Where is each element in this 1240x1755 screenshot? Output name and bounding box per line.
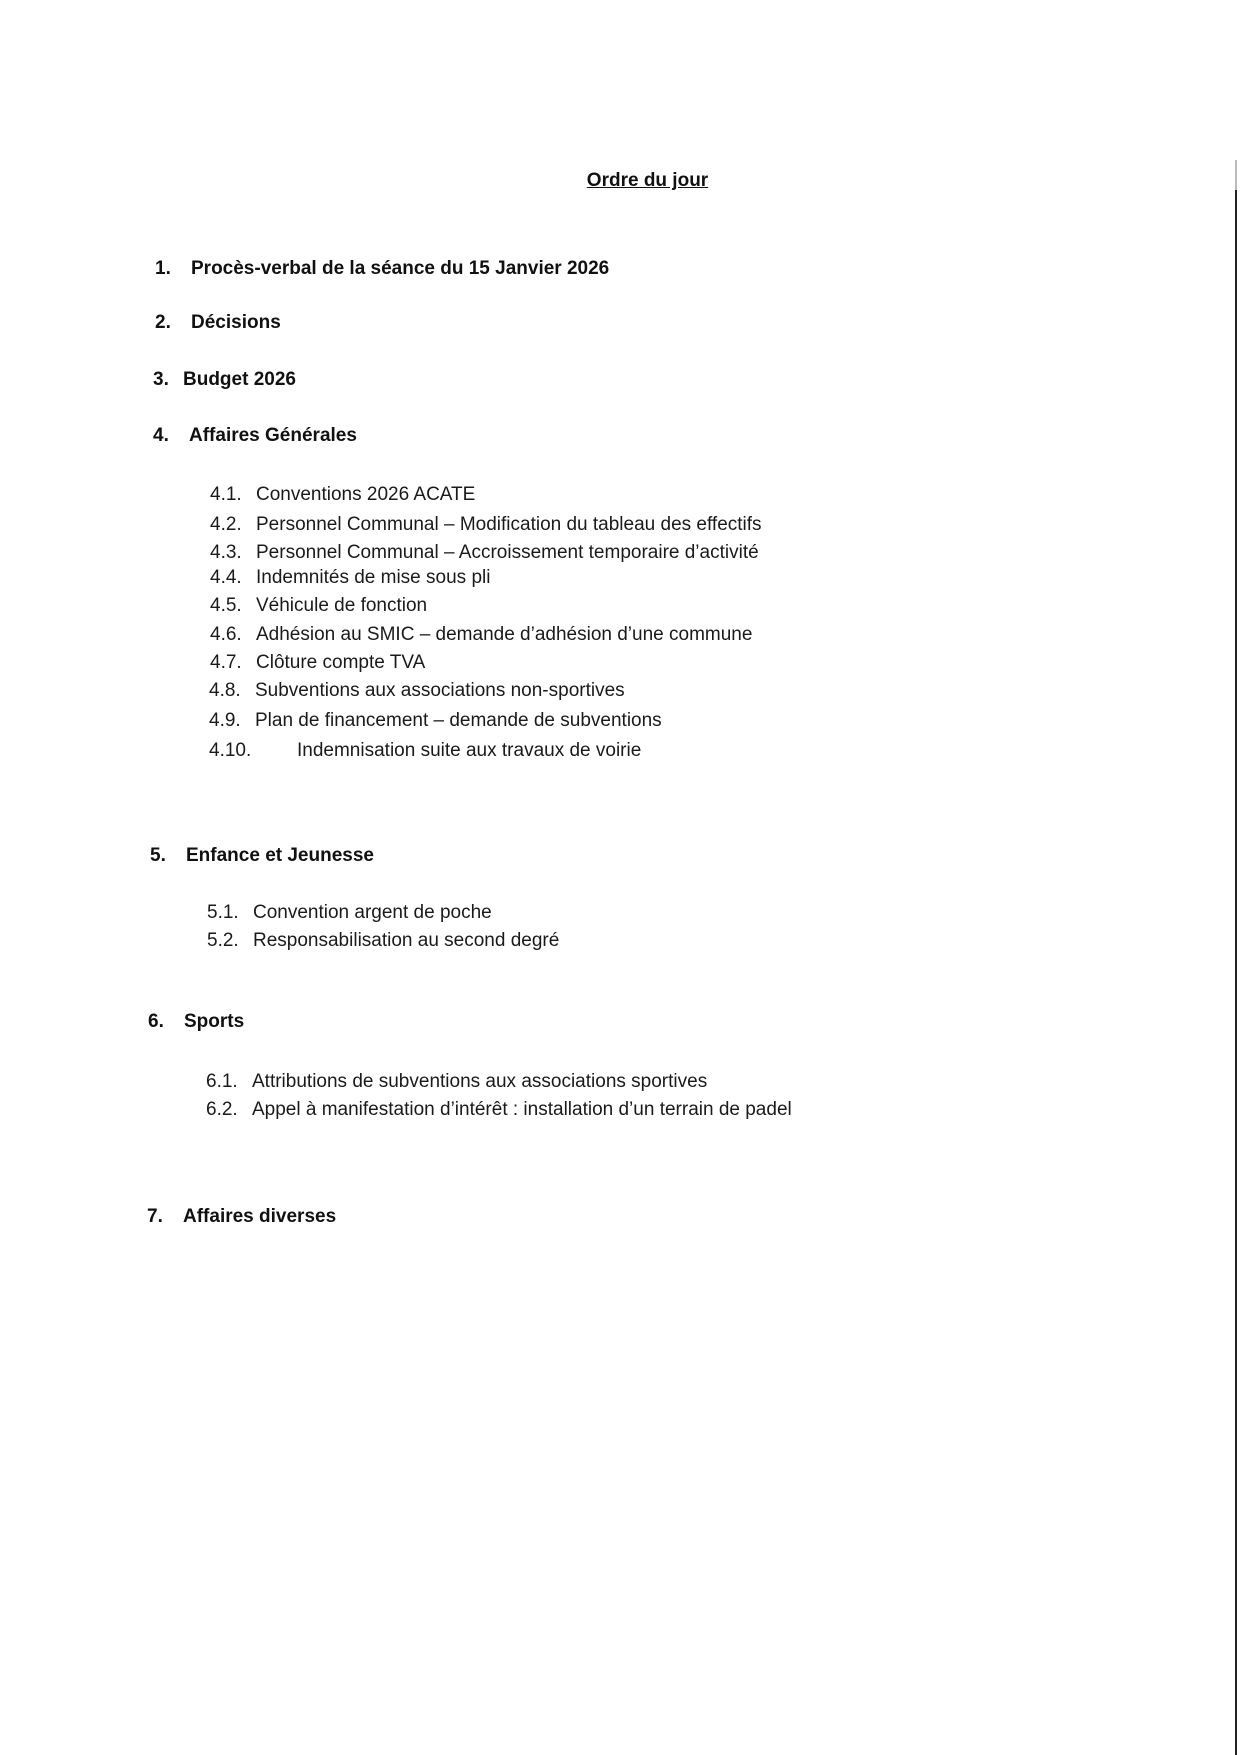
agenda-subitem-4-2 [210,514,762,536]
item-number: 1. [155,258,171,279]
subitem-label: Convention argent de poche [253,902,492,923]
subitem-number: 5.2. [207,930,239,951]
item-number: 7. [147,1206,163,1227]
agenda-subitem-4-1 [210,484,475,506]
agenda-subitem-6-2 [206,1099,792,1121]
item-label: Affaires Générales [189,425,357,446]
subitem-number: 6.2. [206,1099,238,1120]
subitem-label: Appel à manifestation d’intérêt : installation d’un terrain de padel [252,1099,792,1120]
subitem-number: 5.1. [207,902,239,923]
item-number: 5. [150,845,166,866]
item-label: Décisions [191,312,281,333]
agenda-subitem-4-8 [209,680,625,702]
subitem-label: Clôture compte TVA [256,652,426,673]
subitem-number: 4.7. [210,652,242,673]
agenda-subitem-5-2 [207,930,559,952]
item-label: Sports [184,1011,245,1032]
item-number: 4. [153,425,169,446]
item-label: Affaires diverses [183,1206,337,1227]
agenda-item-1 [155,258,609,280]
agenda-item-7 [147,1206,336,1228]
agenda-subitem-4-10 [209,740,641,762]
subitem-number: 4.4. [210,567,242,588]
subitem-label: Conventions 2026 ACATE [256,484,476,505]
subitem-number: 4.9. [209,710,241,731]
subitem-label: Responsabilisation au second degré [253,930,560,951]
subitem-number: 4.6. [210,624,242,645]
agenda-subitem-4-5 [210,595,427,617]
subitem-number: 4.3. [210,542,242,563]
agenda-subitem-4-4 [210,567,490,589]
item-label: Enfance et Jeunesse [186,845,374,866]
agenda-item-2 [155,312,281,334]
agenda-subitem-4-9 [209,710,662,732]
subitem-number: 6.1. [206,1071,238,1092]
agenda-subitem-4-7 [210,652,425,674]
subitem-label: Plan de financement – demande de subventions [255,710,662,731]
agenda-subitem-4-3 [210,542,759,564]
subitem-label: Adhésion au SMIC – demande d’adhésion d’une commune [256,624,753,645]
scan-edge-line [1235,160,1237,1755]
agenda-item-3 [153,369,296,391]
agenda-subitem-4-6 [210,624,752,646]
item-number: 6. [148,1011,164,1032]
subitem-label: Indemnités de mise sous pli [256,567,491,588]
agenda-item-4 [153,425,357,447]
page-title: Ordre du jour [586,170,709,191]
item-number: 2. [155,312,171,333]
subitem-label: Subventions aux associations non-sportives [255,680,625,701]
subitem-number: 4.8. [209,680,241,701]
subitem-label: Véhicule de fonction [256,595,428,616]
subitem-number: 4.5. [210,595,242,616]
agenda-subitem-5-1 [207,902,492,924]
subitem-label: Personnel Communal – Modification du tableau des effectifs [256,514,762,535]
item-label: Procès-verbal de la séance du 15 Janvier 2026 [191,258,610,279]
subitem-number: 4.10. [209,740,252,761]
subitem-number: 4.2. [210,514,242,535]
agenda-item-5 [150,845,374,867]
subitem-label: Attributions de subventions aux associations sportives [252,1071,708,1092]
subitem-number: 4.1. [210,484,242,505]
item-number: 3. [153,369,169,390]
subitem-label: Personnel Communal – Accroissement temporaire d’activité [256,542,759,563]
agenda-item-6 [148,1011,244,1033]
item-label: Budget 2026 [183,369,296,390]
subitem-label: Indemnisation suite aux travaux de voirie [297,740,642,761]
agenda-subitem-6-1 [206,1071,707,1093]
